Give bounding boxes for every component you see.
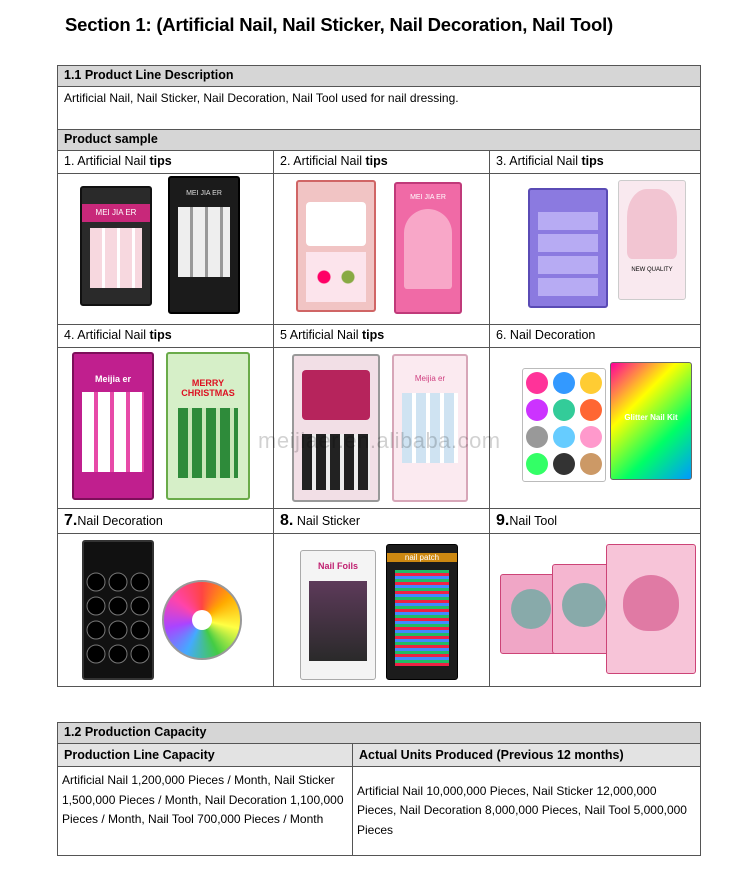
- sample-image-1: [58, 174, 274, 325]
- product-line-description: Artificial Nail, Nail Sticker, Nail Decoration, Nail Tool used for nail dressing.: [58, 87, 701, 130]
- glitter-jar: [526, 399, 548, 421]
- nail-tips-package-image: Meijia er: [72, 352, 154, 500]
- watermark: meijiaer.en.alibaba.com: [258, 428, 501, 453]
- decoration-compartment: [131, 621, 149, 639]
- decoration-compartment: [131, 573, 149, 591]
- sample-label-7: 7.Nail Decoration: [58, 509, 274, 534]
- decoration-compartment: [131, 645, 149, 663]
- sample-label-6: 6. Nail Decoration: [490, 325, 701, 348]
- sample-label-2: 2. Artificial Nail tips: [274, 151, 490, 174]
- glitter-jar: [553, 426, 575, 448]
- nail-patch-package-image: nail patch: [386, 544, 458, 680]
- decoration-compartment: [87, 621, 105, 639]
- decoration-compartment: [131, 597, 149, 615]
- sample-image-3: [490, 174, 701, 325]
- sample-image-2: [274, 174, 490, 325]
- product-sample-heading: Product sample: [58, 130, 701, 151]
- glitter-jar: [553, 372, 575, 394]
- nail-tips-package-image: Meijia er: [392, 354, 468, 502]
- page-title: Section 1: (Artificial Nail, Nail Sticker, Nail Decoration, Nail Tool): [65, 14, 613, 35]
- sample-image-7: [58, 534, 274, 687]
- glitter-jar: [526, 453, 548, 475]
- capacity-value: Artificial Nail 1,200,000 Pieces / Month, Nail Sticker 1,500,000 Pieces / Month, Nail Decoration 1,100,000 Pieces / Month, Nail Tool 700,000 Pieces / Month: [58, 767, 353, 856]
- glitter-jar: [526, 372, 548, 394]
- nail-decoration-box-image: [82, 540, 154, 680]
- decoration-compartment: [109, 645, 127, 663]
- nail-tips-package-image: MERRY CHRISTMAS: [166, 352, 250, 500]
- deco-grid: [84, 542, 152, 678]
- sample-image-8: [274, 534, 490, 687]
- glitter-jar: [580, 372, 602, 394]
- glitter-jar: [553, 399, 575, 421]
- sample-image-4: [58, 348, 274, 509]
- sample-label-8: 8. Nail Sticker: [274, 509, 490, 534]
- glitter-kit-box-image: Glitter Nail Kit: [610, 362, 692, 480]
- nail-tips-package-image: MEI JIA ER: [168, 176, 240, 314]
- col-header-actual: Actual Units Produced (Previous 12 months): [353, 744, 701, 767]
- nail-tips-package-image: NEW QUALITY: [618, 180, 686, 300]
- col-header-capacity: Production Line Capacity: [58, 744, 353, 767]
- glitter-jar: [580, 453, 602, 475]
- nail-tips-package-image: MEI JIA ER: [394, 182, 462, 314]
- nail-foils-package-image: Nail Foils: [300, 550, 376, 680]
- production-capacity-table: [57, 722, 701, 856]
- glitter-jar: [526, 426, 548, 448]
- product-line-table: [57, 65, 701, 687]
- sample-label-4: 4. Artificial Nail tips: [58, 325, 274, 348]
- sample-label-3: 3. Artificial Nail tips: [490, 151, 701, 174]
- sample-image-9: [490, 534, 701, 687]
- decoration-compartment: [109, 621, 127, 639]
- sample-image-6: [490, 348, 701, 509]
- nail-tips-package-image: MEI JIA ER: [80, 186, 152, 306]
- product-line-heading: 1.1 Product Line Description: [58, 66, 701, 87]
- decoration-compartment: [87, 597, 105, 615]
- sample-label-5: 5 Artificial Nail tips: [274, 325, 490, 348]
- decoration-compartment: [87, 645, 105, 663]
- sample-label-9: 9.Nail Tool: [490, 509, 701, 534]
- sample-label-1: 1. Artificial Nail tips: [58, 151, 274, 174]
- glitter-grid: [523, 369, 605, 481]
- glitter-jar: [580, 399, 602, 421]
- glitter-jar: [553, 453, 575, 475]
- glitter-jar: [580, 426, 602, 448]
- decoration-compartment: [87, 573, 105, 591]
- production-capacity-heading: 1.2 Production Capacity: [58, 723, 701, 744]
- decoration-compartment: [109, 597, 127, 615]
- rhinestone-wheel-image: [162, 580, 242, 660]
- nail-stamp-kit-image: [606, 544, 696, 674]
- nail-tips-package-image: [296, 180, 376, 312]
- decoration-compartment: [109, 573, 127, 591]
- glitter-jars-image: [522, 368, 606, 482]
- actual-value: Artificial Nail 10,000,000 Pieces, Nail Sticker 12,000,000 Pieces, Nail Decoration 8,000,000 Pieces, Nail Tool 5,000,000 Pieces: [353, 767, 701, 856]
- nail-tips-package-image: [528, 188, 608, 308]
